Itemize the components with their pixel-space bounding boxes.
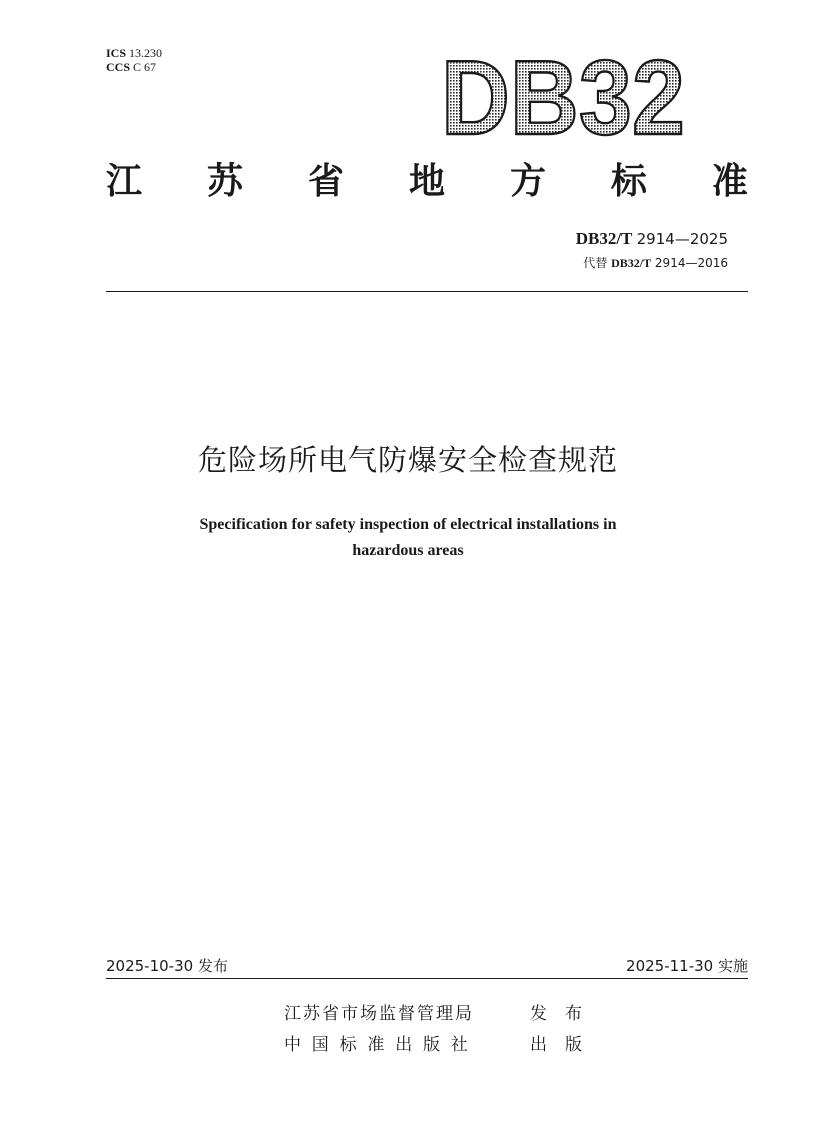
db32-logo-text: DB32 [441,50,685,144]
province-title-char: 江 [106,161,143,202]
english-title [108,512,708,564]
english-title-line-2: hazardous areas [352,542,464,559]
standard-number [576,229,728,249]
publisher-name: 江苏省市场监督管理局 [284,1004,474,1024]
ics-code [106,46,162,60]
standard-number-rest: 2914—2025 [636,230,728,248]
db32-logo [438,50,688,144]
province-title-char: 苏 [206,161,243,202]
english-title-line-1: Specification for safety inspection of electrical installations in [199,516,617,533]
province-title-char: 方 [509,161,546,202]
replaced-number-rest: 2914—2016 [654,256,728,270]
ccs-code [106,60,156,74]
ics-value: 13.230 [129,46,163,60]
press-name: 中国标准出版社 [284,1035,479,1055]
publish-date: 2025-10-30 发布 [106,957,228,975]
press-role: 出版 [530,1035,600,1055]
chinese-title: 危险场所电气防爆安全检查规范 [197,443,618,477]
province-standard-title [106,158,748,206]
ccs-value: C 67 [133,60,157,74]
implement-date: 2025-11-30 实施 [626,957,748,975]
replaced-number-prefix: DB32/T [611,256,652,270]
replace-word: 代替 [583,256,608,270]
replaced-standard [583,256,728,270]
ics-label: ICS [106,46,127,60]
province-title-char: 地 [408,161,445,202]
province-title-char: 准 [711,161,748,202]
province-title-char: 省 [307,161,344,202]
standard-number-prefix: DB32/T [575,229,633,248]
publisher-role: 发布 [530,1004,600,1024]
top-divider [106,291,748,292]
province-title-char: 标 [610,161,647,202]
bottom-divider [106,978,748,979]
ccs-label: CCS [106,60,131,74]
